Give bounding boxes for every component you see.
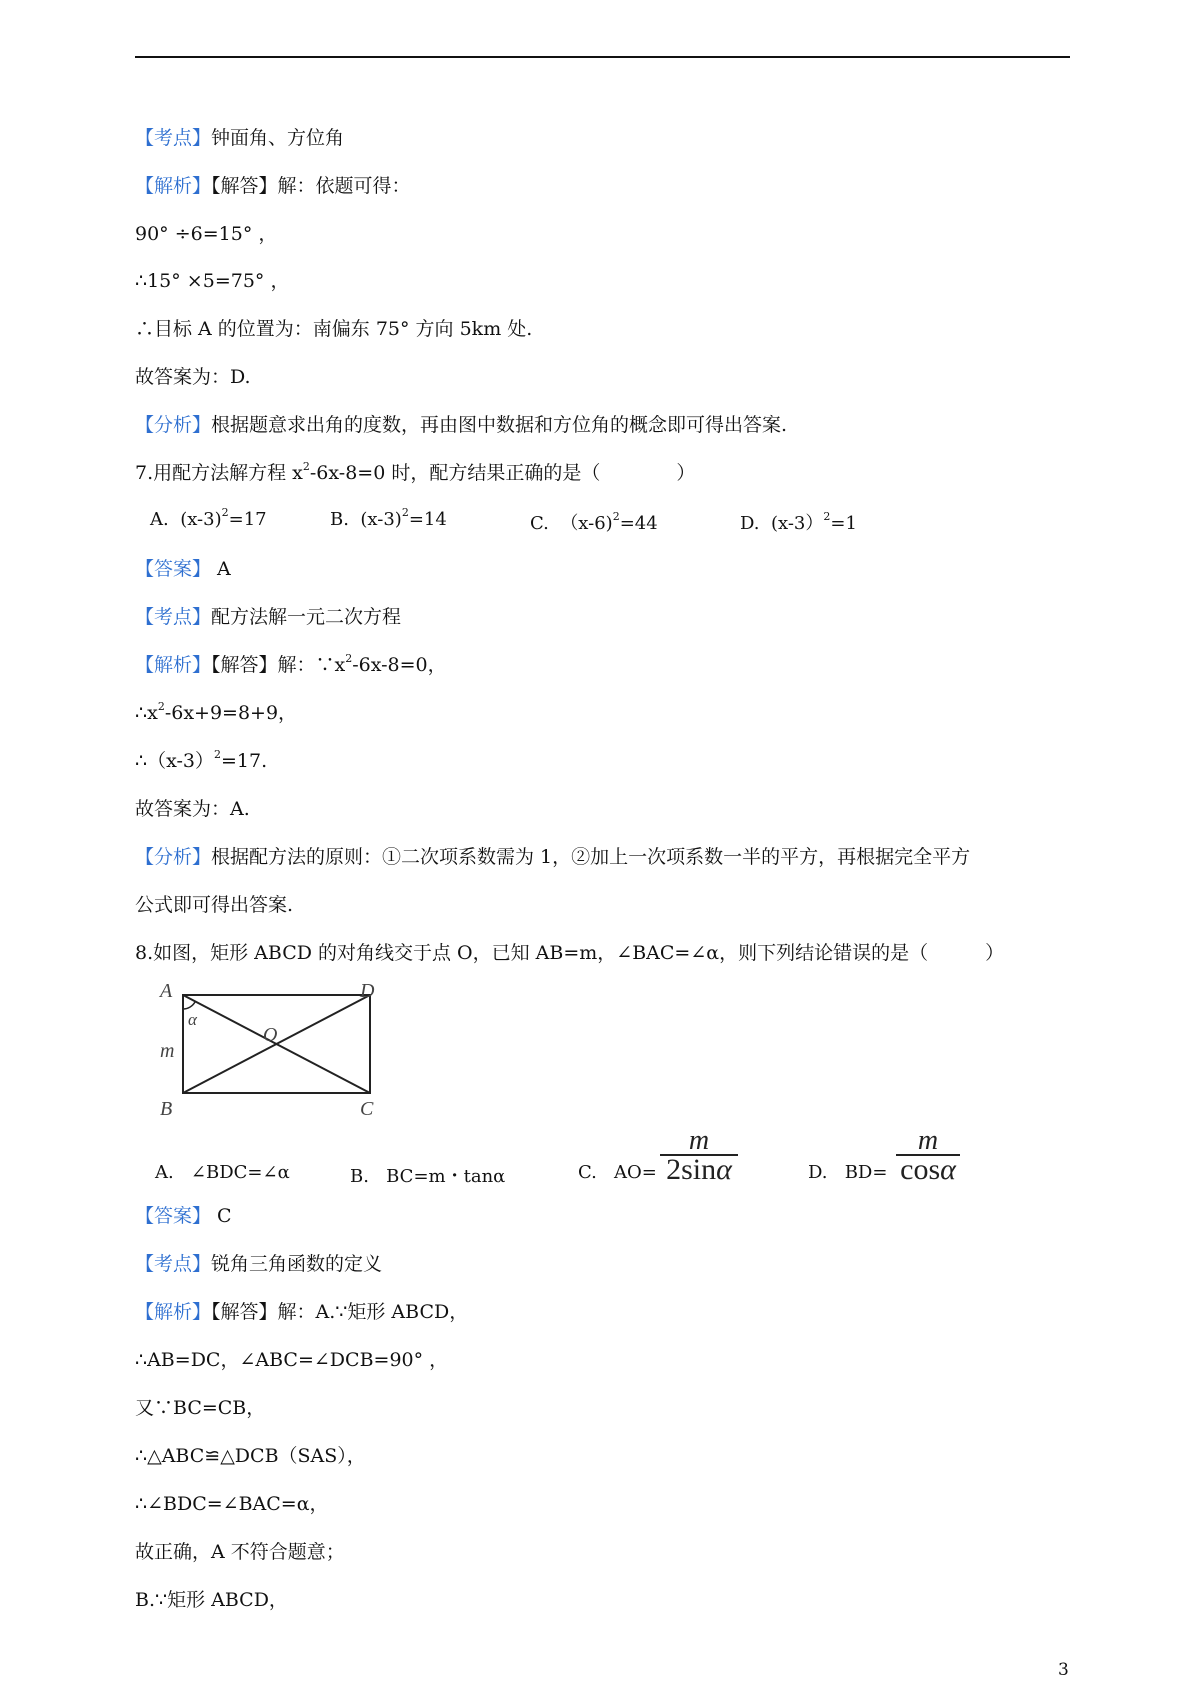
q8-option-c-fraction: m 2sinα <box>660 1128 738 1184</box>
text-line: ∴AB=DC，∠ABC=∠DCB=90° ， <box>135 1349 449 1371</box>
label-o: O <box>263 1024 278 1046</box>
angle-alpha-arc <box>183 1002 195 1009</box>
text-line: 【分析】根据配方法的原则：①二次项系数需为 1，②加上一次项系数一半的平方，再根据完全平方 <box>135 846 971 868</box>
text-line: 【考点】锐角三角函数的定义 <box>135 1253 383 1275</box>
text-line: ∴目标 A 的位置为：南偏东 75° 方向 5km 处. <box>135 318 533 340</box>
question-7: 7.用配方法解方程 $x^2-6x-8=0$ 时，配方结果正确的是（ ） <box>135 460 696 484</box>
text-line: ∴15° ×5=75° ， <box>135 270 290 292</box>
text-line: 【答案】 A <box>135 558 231 580</box>
q7-option-c: C. （x-6)$^2$=44 <box>530 510 658 534</box>
label-c: C <box>360 1098 374 1115</box>
q8-option-d: D. BD= <box>808 1162 888 1183</box>
text-line: 故正确，A 不符合题意； <box>135 1541 345 1563</box>
text-line: 【答案】 C <box>135 1205 232 1227</box>
label-a: A <box>160 980 173 1002</box>
text-line: $\therefore(x-3)^2=17$. <box>135 748 268 772</box>
q8-option-a: A. ∠BDC=∠α <box>155 1162 290 1183</box>
label-b: B <box>160 1098 173 1115</box>
q8-option-c: C. AO= <box>578 1162 657 1183</box>
text-line: 90° ÷6=15° ， <box>135 223 278 245</box>
text-line: ∴∠BDC=∠BAC=α， <box>135 1493 329 1515</box>
text-line: 【解析】【解答】解：A.∵矩形 ABCD， <box>135 1301 469 1323</box>
page-number: 3 <box>1058 1660 1069 1680</box>
q8-option-b: B. BC=m・tanα <box>350 1166 506 1187</box>
header-rule <box>135 56 1070 58</box>
text-line: 公式即可得出答案. <box>135 894 294 916</box>
text-line: 【考点】配方法解一元二次方程 <box>135 606 402 628</box>
question-8: 8.如图，矩形 ABCD 的对角线交于点 O，已知 AB=m，∠BAC=∠α，则下列结论错误的是（ ） <box>135 942 1005 964</box>
text-line: 故答案为：A. <box>135 798 250 820</box>
text-line: B.∵矩形 ABCD， <box>135 1589 288 1611</box>
q7-option-b: B. $(x-3)^2=14$ <box>330 506 447 530</box>
text-line: $\therefore x^2-6x+9=8+9$， <box>135 700 298 724</box>
text-line: 【考点】钟面角、方位角 <box>135 127 345 149</box>
text-line: 又∵BC=CB， <box>135 1397 266 1419</box>
text-line: 【解析】【解答】解：$\because x^2-6x-8=0$， <box>135 652 447 676</box>
text-line: ∴△ABC≌△DCB（SAS）， <box>135 1445 366 1467</box>
q7-option-d: D. (x-3）$^2$=1 <box>740 510 857 534</box>
text-line: 【解析】【解答】解：依题可得： <box>135 175 411 197</box>
q7-option-a: A. $(x-3)^2=17$ <box>150 506 267 530</box>
q8-option-d-fraction: m cosα <box>896 1128 960 1184</box>
label-d: D <box>360 980 375 1002</box>
text-line: 故答案为：D. <box>135 366 251 388</box>
label-alpha: α <box>188 1010 197 1029</box>
rectangle-figure <box>148 975 388 1115</box>
text-line: 【分析】根据题意求出角的度数，再由图中数据和方位角的概念即可得出答案. <box>135 414 788 436</box>
label-m: m <box>160 1040 175 1062</box>
